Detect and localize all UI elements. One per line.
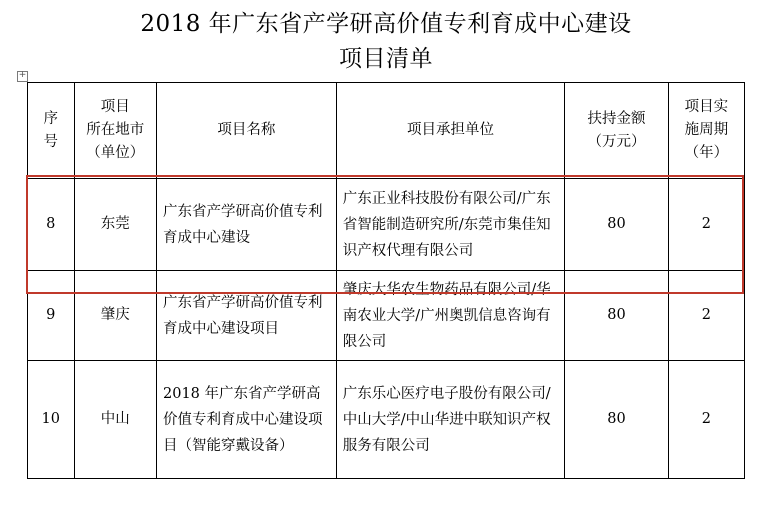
page-title-line-2: 项目清单	[339, 46, 433, 72]
column-header-amount-line1: 扶持金额	[587, 110, 646, 127]
cell-project-name: 广东省产学研高价值专利育成中心建设项目	[157, 271, 337, 361]
cell-project-name: 广东省产学研高价值专利育成中心建设	[157, 179, 337, 271]
column-header-years-line2: 施周期	[684, 122, 729, 138]
cell-years: 2	[668, 361, 744, 479]
cell-amount: 80	[565, 271, 669, 361]
column-header-city-line3: （单位）	[86, 145, 145, 161]
column-header-city-line2: 所在地市	[86, 122, 145, 138]
project-list-table	[27, 82, 745, 479]
table-header-row	[28, 83, 745, 179]
table-move-handle-icon[interactable]	[17, 71, 28, 82]
column-header-city-line1: 项目	[100, 99, 130, 115]
cell-project-unit: 广东乐心医疗电子股份有限公司/中山大学/中山华进中联知识产权服务有限公司	[336, 361, 564, 479]
column-header-project-unit: 项目承担单位	[336, 83, 564, 179]
cell-amount: 80	[565, 361, 669, 479]
cell-city: 东莞	[74, 179, 156, 271]
column-header-amount	[565, 83, 669, 179]
table-header	[28, 83, 745, 179]
cell-years: 2	[668, 179, 744, 271]
cell-city: 肇庆	[74, 271, 156, 361]
column-header-city	[74, 83, 156, 179]
cell-city: 中山	[74, 361, 156, 479]
table-row	[28, 271, 745, 361]
column-header-seq-line1: 序	[43, 110, 58, 127]
column-header-seq-line2: 号	[43, 133, 58, 150]
column-header-years-line3: （年）	[684, 145, 729, 161]
column-header-amount-line2: （万元）	[587, 133, 646, 150]
cell-years: 2	[668, 271, 744, 361]
page-title-line-1: 2018 年广东省产学研高价值专利育成中心建设	[140, 11, 632, 37]
column-header-project-name: 项目名称	[157, 83, 337, 179]
cell-seq: 9	[28, 271, 75, 361]
column-header-years	[668, 83, 744, 179]
cell-seq: 10	[28, 361, 75, 479]
cell-seq: 8	[28, 179, 75, 271]
cell-amount: 80	[565, 179, 669, 271]
table-row	[28, 179, 745, 271]
cell-project-name: 2018 年广东省产学研高价值专利育成中心建设项目（智能穿戴设备）	[157, 361, 337, 479]
table-row	[28, 361, 745, 479]
cell-project-unit: 肇庆大华农生物药品有限公司/华南农业大学/广州奥凯信息咨询有限公司	[336, 271, 564, 361]
column-header-seq	[28, 83, 75, 179]
cell-project-unit: 广东正业科技股份有限公司/广东省智能制造研究所/东莞市集佳知识产权代理有限公司	[336, 179, 564, 271]
table-body	[28, 179, 745, 479]
column-header-years-line1: 项目实	[684, 99, 729, 115]
